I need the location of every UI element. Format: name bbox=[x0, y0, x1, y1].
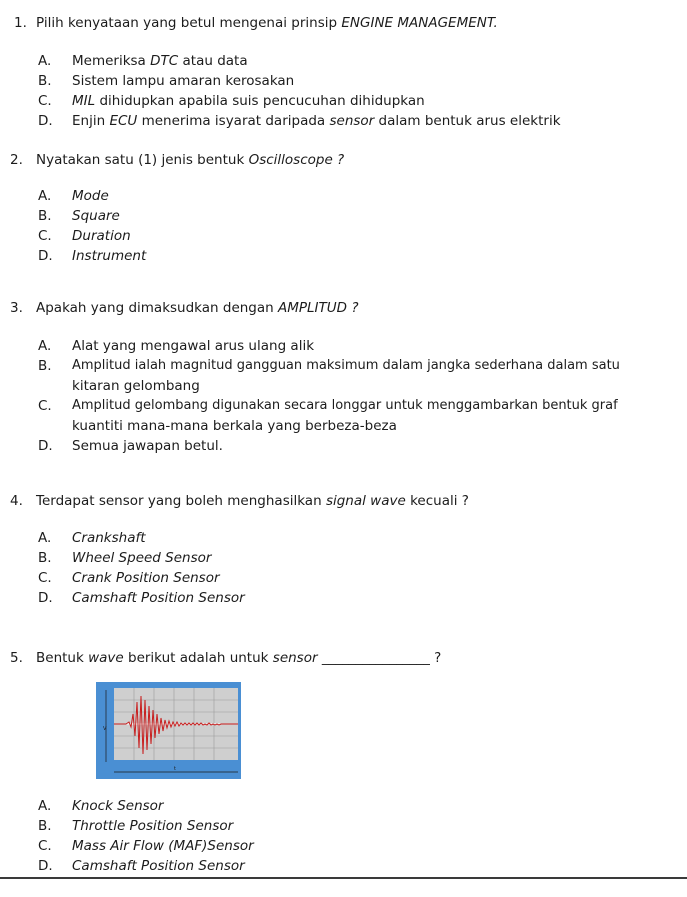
option-letter: B. bbox=[38, 73, 52, 89]
option-letter: D. bbox=[38, 590, 53, 606]
question-2 bbox=[10, 151, 660, 169]
q1-option-d bbox=[38, 112, 678, 130]
question-text: Pilih kenyataan yang betul mengenai prinsip ENGINE MANAGEMENT. bbox=[36, 15, 498, 31]
option-letter: D. bbox=[38, 113, 53, 129]
option-text: Camshaft Position Sensor bbox=[72, 590, 245, 606]
option-letter: C. bbox=[38, 398, 52, 414]
q4-option-d bbox=[38, 589, 438, 607]
option-letter: B. bbox=[38, 208, 52, 224]
q5-option-d bbox=[38, 857, 438, 875]
option-text-continued: kuantiti mana-mana berkala yang berbeza-beza bbox=[72, 418, 397, 434]
question-4 bbox=[10, 492, 660, 510]
option-text: Square bbox=[72, 208, 120, 224]
question-number: 4. bbox=[10, 493, 23, 509]
q3-option-d bbox=[38, 437, 638, 455]
question-number: 5. bbox=[10, 650, 23, 666]
option-text: Instrument bbox=[72, 248, 147, 264]
option-letter: A. bbox=[38, 338, 52, 354]
q2-option-a bbox=[38, 187, 438, 205]
q2-option-b bbox=[38, 207, 438, 225]
question-number: 1. bbox=[14, 15, 27, 31]
q4-option-b bbox=[38, 549, 438, 567]
option-letter: C. bbox=[38, 838, 52, 854]
option-text: Amplitud ialah magnitud gangguan maksimum dalam jangka sederhana dalam satu bbox=[72, 358, 620, 373]
option-letter: B. bbox=[38, 818, 52, 834]
question-text: Terdapat sensor yang boleh menghasilkan signal wave kecuali ? bbox=[36, 493, 469, 509]
option-letter: C. bbox=[38, 228, 52, 244]
option-text: Camshaft Position Sensor bbox=[72, 858, 245, 874]
q4-option-c bbox=[38, 569, 438, 587]
q5-option-a bbox=[38, 797, 438, 815]
y-axis-label: V bbox=[103, 726, 107, 732]
q3-option-a bbox=[38, 337, 638, 355]
option-text: Throttle Position Sensor bbox=[72, 818, 234, 834]
question-5 bbox=[10, 649, 660, 667]
knock-waveform-figure bbox=[96, 682, 241, 779]
q1-option-b bbox=[38, 72, 638, 90]
option-text: Crank Position Sensor bbox=[72, 570, 220, 586]
q5-option-c bbox=[38, 837, 438, 855]
option-letter: D. bbox=[38, 438, 53, 454]
option-text: Wheel Speed Sensor bbox=[72, 550, 212, 566]
waveform-graphic bbox=[96, 682, 241, 779]
question-text: Nyatakan satu (1) jenis bentuk Oscilloscope ? bbox=[36, 152, 345, 168]
option-letter: A. bbox=[38, 798, 52, 814]
option-text: MIL dihidupkan apabila suis pencucuhan dihidupkan bbox=[72, 93, 425, 109]
option-text: Alat yang mengawal arus ulang alik bbox=[72, 338, 315, 354]
option-text: Amplitud gelombang digunakan secara longgar untuk menggambarkan bentuk graf bbox=[72, 398, 618, 413]
option-letter: C. bbox=[38, 570, 52, 586]
q5-option-b bbox=[38, 817, 438, 835]
option-letter: A. bbox=[38, 188, 52, 204]
option-text: Sistem lampu amaran kerosakan bbox=[72, 73, 295, 89]
option-text: Mode bbox=[72, 188, 109, 204]
question-3 bbox=[10, 299, 660, 317]
option-letter: A. bbox=[38, 530, 52, 546]
q1-option-a bbox=[38, 52, 638, 70]
option-letter: B. bbox=[38, 358, 52, 374]
option-letter: D. bbox=[38, 858, 53, 874]
option-text: Memeriksa DTC atau data bbox=[72, 53, 248, 69]
x-axis-label: t bbox=[174, 766, 176, 772]
option-letter: C. bbox=[38, 93, 52, 109]
option-text: Semua jawapan betul. bbox=[72, 438, 223, 454]
question-number: 3. bbox=[10, 300, 23, 316]
q2-option-c bbox=[38, 227, 438, 245]
option-text: Mass Air Flow (MAF)Sensor bbox=[72, 838, 254, 854]
question-text: Bentuk wave berikut adalah untuk sensor ________________ ? bbox=[36, 650, 442, 666]
q2-option-d bbox=[38, 247, 438, 265]
q4-option-a bbox=[38, 529, 438, 547]
q3-option-b bbox=[38, 357, 683, 395]
question-text: Apakah yang dimaksudkan dengan AMPLITUD ? bbox=[36, 300, 359, 316]
bottom-divider bbox=[0, 877, 687, 879]
q3-option-c bbox=[38, 397, 683, 435]
option-text: Knock Sensor bbox=[72, 798, 164, 814]
option-text-continued: kitaran gelombang bbox=[72, 378, 200, 394]
question-1 bbox=[14, 14, 664, 32]
option-letter: B. bbox=[38, 550, 52, 566]
option-text: Crankshaft bbox=[72, 530, 146, 546]
option-letter: A. bbox=[38, 53, 52, 69]
question-number: 2. bbox=[10, 152, 23, 168]
option-text: Duration bbox=[72, 228, 131, 244]
q1-option-c bbox=[38, 92, 638, 110]
option-letter: D. bbox=[38, 248, 53, 264]
option-text: Enjin ECU menerima isyarat daripada sensor dalam bentuk arus elektrik bbox=[72, 113, 561, 129]
